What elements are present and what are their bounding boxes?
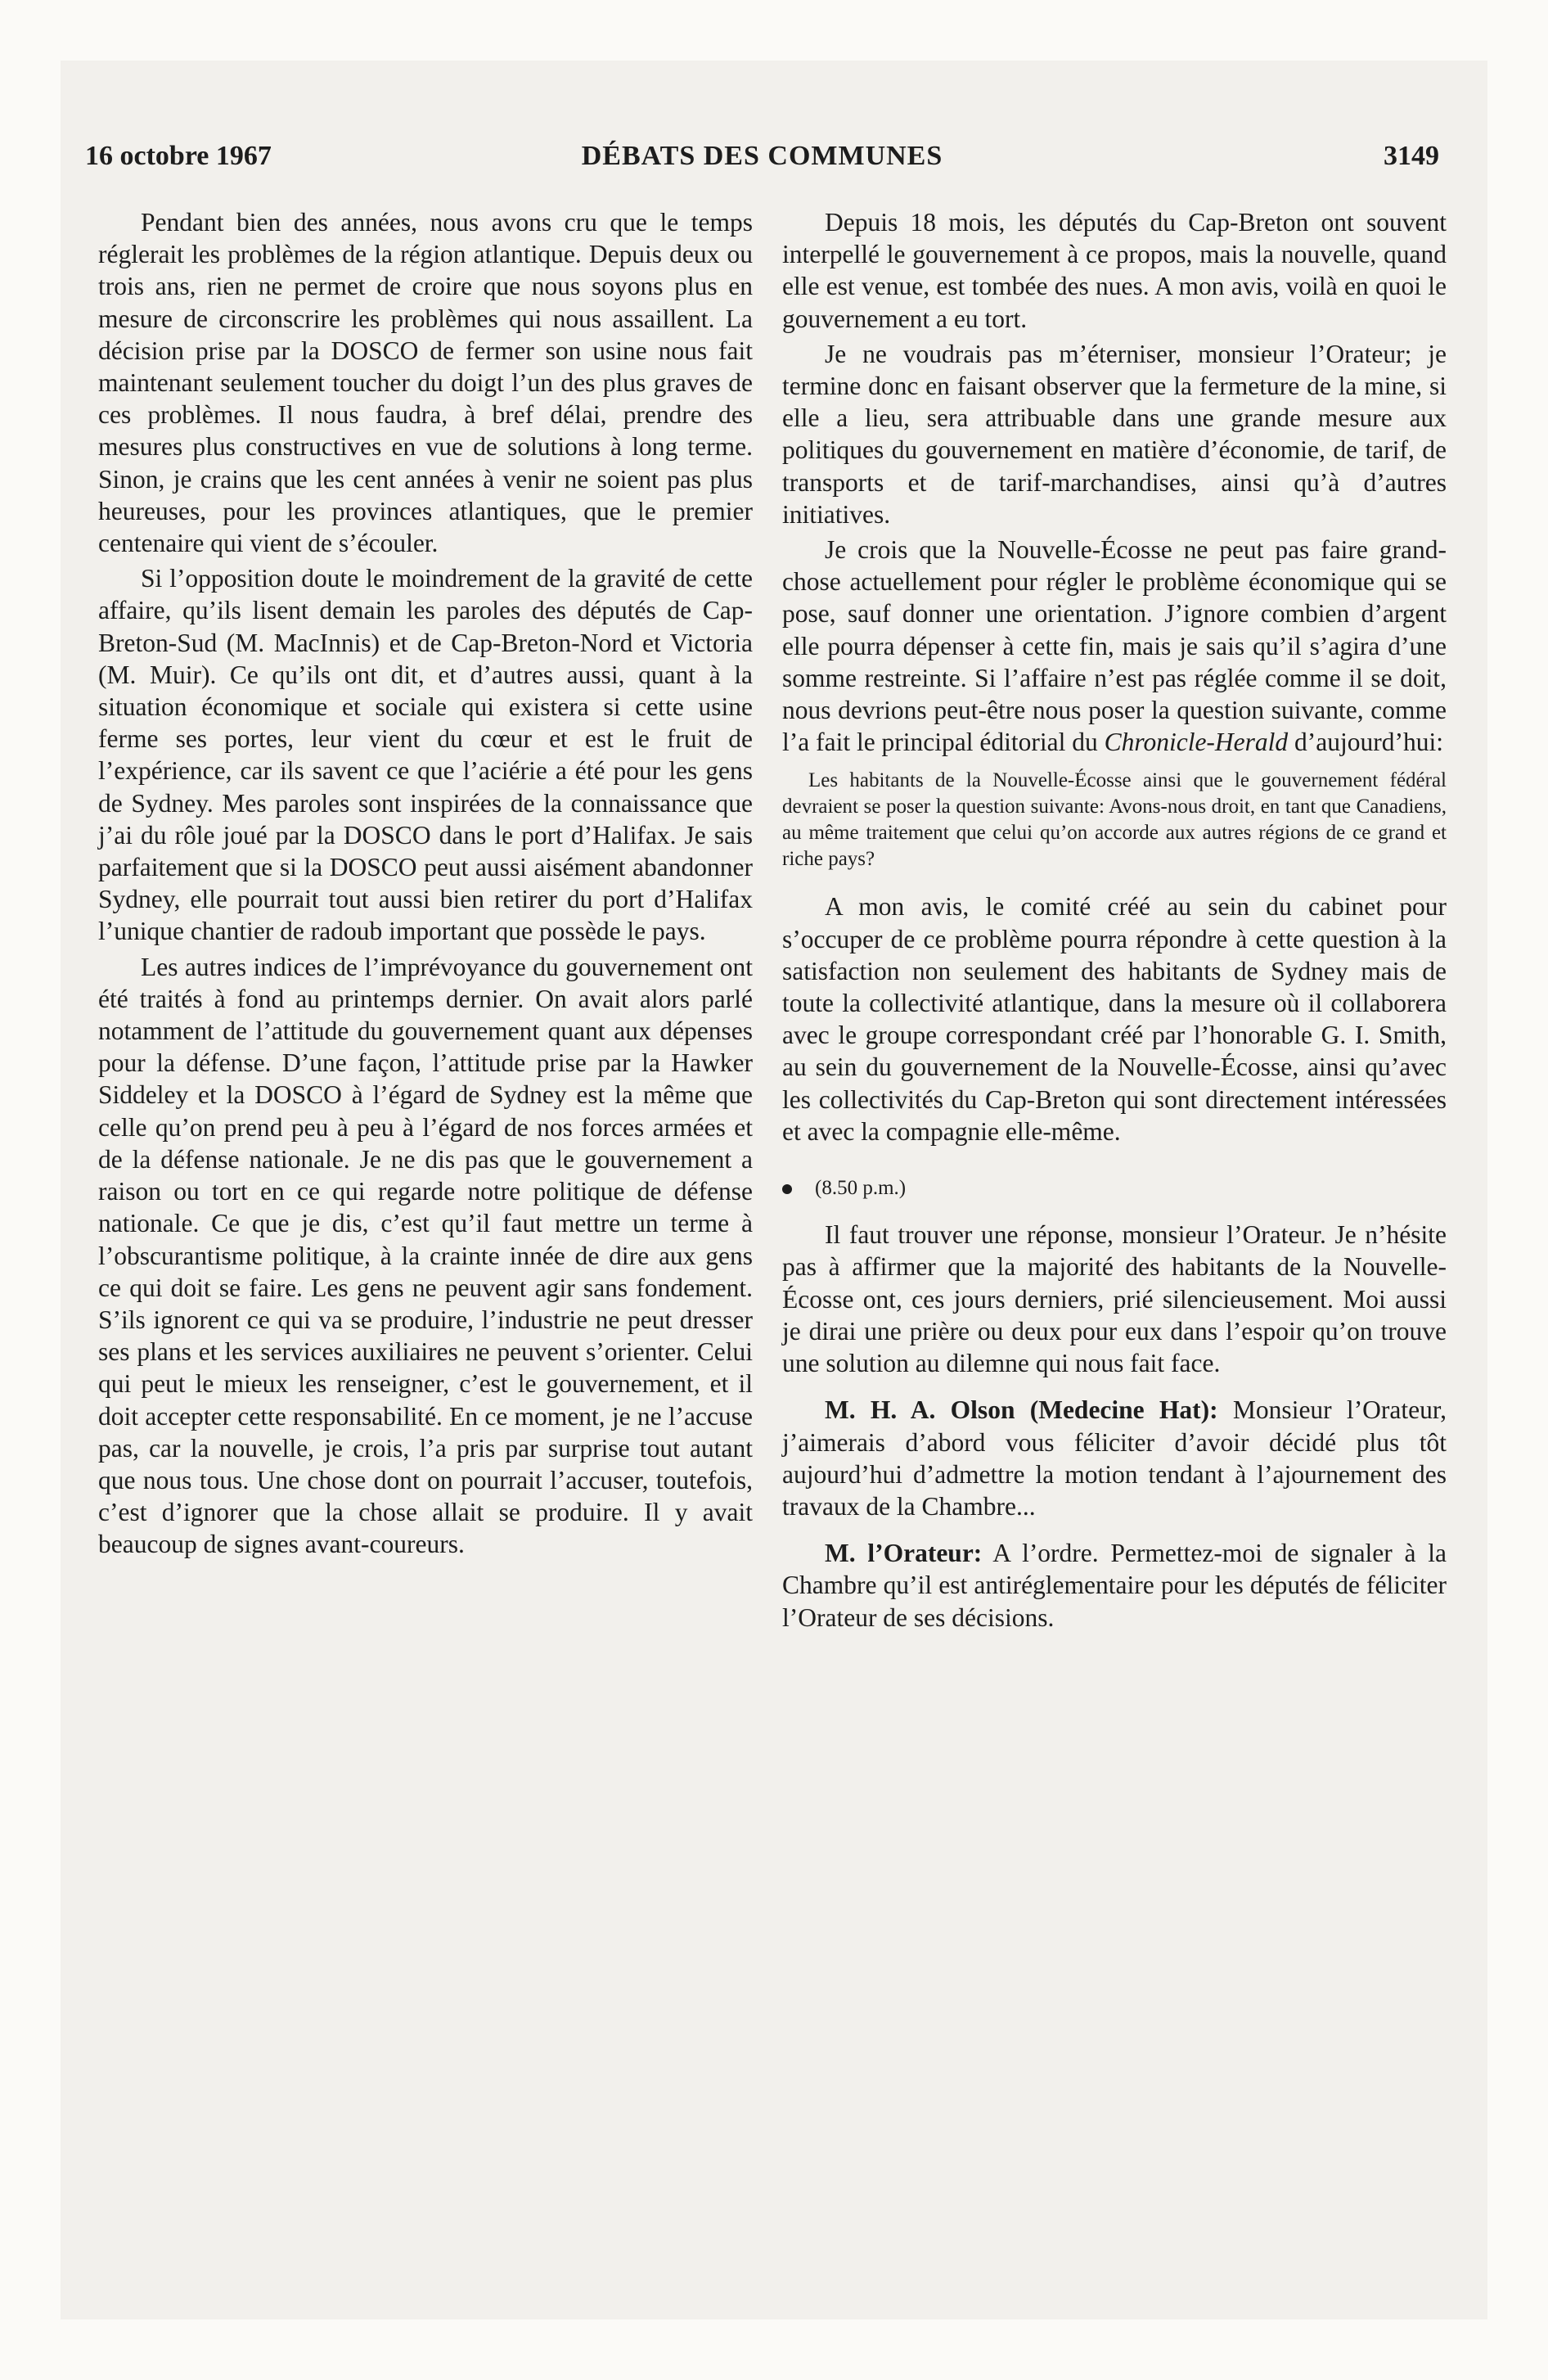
block-quote: Les habitants de la Nouvelle-Écosse ainsi que le gouvernement fédéral devraient se poser la question suivante: Avons-nous droit, en tant que Canadiens, au même traitement que celui qu’on accorde aux autres régions de ce grand et riche pays?	[782, 769, 1447, 871]
paragraph: Pendant bien des années, nous avons cru que le temps réglerait les problèmes de la région atlantique. Depuis deux ou trois ans, rien ne permet de croire que nous soyons plus en mesure de circonscrire les problèmes qui nous assaillent. La décision prise par la DOSCO de fermer son usine nous fait maintenant seulement toucher du doigt l’un des plus graves de ces problèmes. Il nous faudra, à bref délai, prendre des mesures plus constructives en vue de solutions à long terme. Sinon, je crains que les cent années à venir ne soient pas plus heureuses, pour les provinces atlantiques, que le premier centenaire qui vient de s’écouler.	[98, 208, 753, 558]
header-date: 16 octobre 1967	[85, 141, 272, 171]
speech: M. l’Orateur: A l’ordre. Permettez-moi de signaler à la Chambre qu’il est antiréglementaire pour les députés de féliciter l’Orateur de ses décisions.	[782, 1539, 1447, 1632]
header-title: DÉBATS DES COMMUNES	[581, 141, 943, 171]
paragraph: Depuis 18 mois, les députés du Cap-Breton ont souvent interpellé le gouvernement à ce propos, mais la nouvelle, quand elle est venue, est tombée des nues. A mon avis, voilà en quoi le gouvernement a eu tort.	[782, 208, 1447, 333]
paragraph: A mon avis, le comité créé au sein du cabinet pour s’occuper de ce problème pourra répondre à cette question à la satisfaction non seulement des habitants de Sydney mais de toute la collectivité atlantique, dans la mesure où il collaborera avec le groupe correspondant créé par l’honorable G. I. Smith, au sein du gouvernement de la Nouvelle-Écosse, ainsi qu’avec les collectivités du Cap-Breton qui sont directement intéressées et avec la compagnie elle-même.	[782, 892, 1447, 1146]
paragraph: Je crois que la Nouvelle-Écosse ne peut pas faire grand-chose actuellement pour régler le problème économique qui se pose, sauf donner une orientation. J’ignore combien d’argent elle pourra dépenser à cette fin, mais je sais qu’il s’agira d’une somme restreinte. Si l’affaire n’est pas réglée comme il se doit, nous devrions peut-être nous poser la question suivante, comme l’a fait le principal éditorial du Chronicle-Herald d’aujourd’hui:	[782, 535, 1447, 757]
paragraph: Il faut trouver une réponse, monsieur l’Orateur. Je n’hésite pas à affirmer que la majorité des habitants de la Nouvelle-Écosse ont, ces jours derniers, prié silencieusement. Moi aussi je dirai une prière ou deux pour eux dans l’espoir qu’on trouve une solution au dilemne qui nous fait face.	[782, 1220, 1447, 1378]
speaker-name: M. H. A. Olson (Medecine Hat):	[825, 1395, 1218, 1425]
right-column	[782, 206, 1447, 1634]
paragraph: Les autres indices de l’imprévoyance du gouvernement ont été traités à fond au printemps dernier. On avait alors parlé notamment de l’attitude du gouvernement quant aux dépenses pour la défense. D’une façon, l’attitude prise par la Hawker Siddeley et la DOSCO à l’égard de Sydney est la même que celle qu’on prend peu à peu à l’égard de nos forces armées et de la défense nationale. Je ne dis pas que le gouvernement a raison ou tort en ce qui regarde notre politique de défense nationale. Ce que je dis, c’est qu’il faut mettre un terme à l’obscurantisme politique, à la crainte innée de dire aux gens ce qui doit se faire. Les gens ne peuvent agir sans fondement. S’ils ignorent ce qui va se produire, l’industrie ne peut dresser ses plans et les services auxiliaires ne peuvent s’orienter. Celui qui peut le mieux les renseigner, c’est le gouvernement, et il doit accepter cette responsabilité. En ce moment, je ne l’accuse pas, car la nouvelle, je crois, l’a pris par surprise tout autant que nous tous. Une chose dont on pourrait l’accuser, toutefois, c’est d’ignorer que la chose allait se produire. Il y avait beaucoup de signes avant-coureurs.	[98, 952, 753, 1559]
speaker-name: M. l’Orateur:	[825, 1539, 983, 1568]
paragraph: Je ne voudrais pas m’éterniser, monsieur l’Orateur; je termine donc en faisant observer que la fermeture de la mine, si elle a lieu, sera attribuable dans une grande mesure aux politiques du gouvernement en matière d’économie, de tarif, de transports et de tarif-marchandises, ainsi qu’à d’autres initiatives.	[782, 339, 1447, 529]
paragraph: Si l’opposition doute le moindrement de la gravité de cette affaire, qu’ils lisent demain les paroles des députés de Cap-Breton-Sud (M. MacInnis) et de Cap-Breton-Nord et Victoria (M. Muir). Ce qu’ils ont dit, et d’autres aussi, quant à la situation économique et sociale qui existera si cette usine ferme ses portes, leur vient du cœur et est le fruit de l’expérience, car ils savent ce que l’aciérie a été pour les gens de Sydney. Mes paroles sont inspirées de la connaissance que j’ai du rôle joué par la DOSCO dans le port d’Halifax. Je sais parfaitement que si la DOSCO peut aussi aisément abandonner Sydney, elle pourrait tout aussi bien retirer du port d’Halifax l’unique chantier de radoub important que possède le pays.	[98, 564, 753, 946]
time-marker: (8.50 p.m.)	[782, 1172, 1447, 1204]
newspaper-title: Chronicle-Herald	[1104, 728, 1289, 757]
page-number: 3149	[1384, 141, 1439, 171]
page-header	[85, 141, 1439, 187]
bullet-icon	[782, 1184, 792, 1194]
left-column	[98, 206, 753, 1561]
speech: M. H. A. Olson (Medecine Hat): Monsieur l’Orateur, j’aimerais d’abord vous féliciter d’avoir décidé plus tôt aujourd’hui d’admettre la motion tendant à l’ajournement des travaux de la Chambre...	[782, 1395, 1447, 1521]
